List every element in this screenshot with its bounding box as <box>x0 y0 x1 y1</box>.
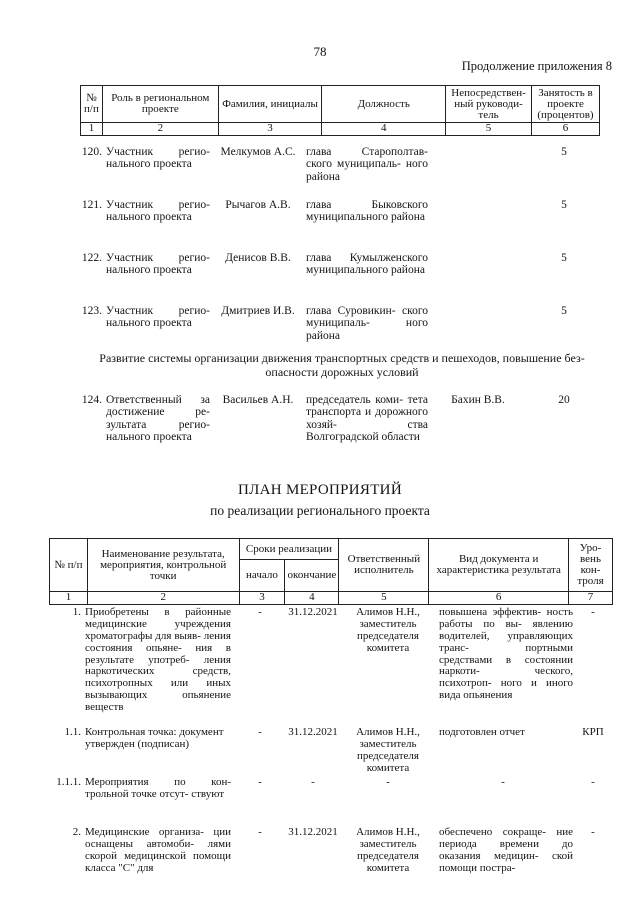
row-start: - <box>258 826 262 838</box>
row-number: 120. <box>81 146 102 158</box>
table-row <box>74 250 600 303</box>
col-header-name: Фамилия, инициалы <box>218 86 322 123</box>
row-position: глава Суровикин- ского муниципаль- ного района <box>306 305 428 342</box>
col-number: 5 <box>339 592 429 605</box>
row-role: Участник регио- нального проекта <box>106 252 210 277</box>
row-doc: подготовлен отчет <box>439 726 525 738</box>
col-header-role: Роль в региональном проекте <box>102 86 218 123</box>
row-manager <box>428 144 528 197</box>
row-load: 5 <box>561 146 567 158</box>
row-end: - <box>311 776 315 788</box>
col-number: 4 <box>322 123 446 136</box>
col-header-start: начало <box>239 560 285 592</box>
col-number: 6 <box>532 123 600 136</box>
col-number: 6 <box>429 592 569 605</box>
row-manager <box>428 250 528 303</box>
col-header-end: окончание <box>285 560 339 592</box>
row-level: КРП <box>582 726 604 738</box>
table-row <box>49 725 613 775</box>
row-start: - <box>258 776 262 788</box>
row-name: Медицинские организа- ции оснащены автомоби- лями скорой медицинской помощи класса "С" для <box>85 826 231 874</box>
row-number: 122. <box>81 252 102 264</box>
row-position: председатель коми- тета транспорта и дорожного хозяй- ства Волгоградской области <box>306 394 428 444</box>
col-number: 5 <box>446 123 532 136</box>
row-level: - <box>591 606 595 618</box>
row-name: Мелкумов А.С. <box>220 146 296 158</box>
plan-table-header <box>49 538 613 605</box>
row-load: 5 <box>561 252 567 264</box>
row-number: 1.1.1. <box>56 776 81 788</box>
row-name: Денисов В.В. <box>225 252 291 264</box>
col-number: 7 <box>569 592 613 605</box>
col-header-terms: Сроки реализации <box>239 539 339 560</box>
col-header-manager: Непосредствен- ный руководи- тель <box>446 86 532 123</box>
row-role: Участник регио- нального проекта <box>106 146 210 171</box>
page-number: 78 <box>313 44 327 59</box>
table-row <box>74 197 600 250</box>
col-number: 3 <box>218 123 322 136</box>
row-number: 124. <box>81 394 102 406</box>
row-end: 31.12.2021 <box>288 606 338 618</box>
table-row <box>74 392 600 458</box>
col-header-load: Занятость в проекте (процентов) <box>532 86 600 123</box>
row-role: Участник регио- нального проекта <box>106 199 210 224</box>
col-header-doc: Вид документа и характеристика результата <box>429 539 569 592</box>
table-row <box>74 144 600 197</box>
row-name: Рычагов А.В. <box>225 199 291 211</box>
section-title: Развитие системы организации движения транспортных средств и пешеходов, повышение без- опасности дорожных условий <box>99 351 585 380</box>
col-header-level: Уро- вень кон- троля <box>569 539 613 592</box>
row-load: 5 <box>561 199 567 211</box>
row-role: Ответственный за достижение ре- зультата регио- нального проекта <box>106 394 210 444</box>
row-name: Приобретены в районные медицинские учреждения хроматографы для выяв- ления состояния опьяне- ния в результате употреб- ления наркотических средств, психотропных или иных вызывающих опьянение веществ <box>85 606 231 713</box>
row-end: 31.12.2021 <box>288 726 338 738</box>
row-doc: обеспечено сокраще- ние периода времени до оказания медицин- ской помощи постра- <box>439 826 573 874</box>
col-header-name: Наименование результата, мероприятия, контрольной точки <box>87 539 239 592</box>
row-executor: Алимов Н.Н., заместитель председателя комитета <box>356 826 420 874</box>
row-name: Мероприятия по кон- трольной точке отсут- ствуют <box>85 776 231 800</box>
row-doc: - <box>501 776 505 788</box>
row-start: - <box>258 606 262 618</box>
row-number: 1. <box>72 606 81 618</box>
row-position: глава Быковского муниципального района <box>306 199 428 224</box>
row-name: Контрольная точка: документ утвержден (подписан) <box>85 726 224 750</box>
col-number: 2 <box>87 592 239 605</box>
row-number: 2. <box>72 826 81 838</box>
row-name: Васильев А.Н. <box>222 394 294 406</box>
row-level: - <box>591 776 595 788</box>
row-manager: Бахин В.В. <box>451 394 505 406</box>
row-position: глава Старополтав- ского муниципаль- ного района <box>306 146 428 183</box>
row-load: 5 <box>561 305 567 317</box>
col-header-num: № п/п <box>50 539 88 592</box>
table-row <box>49 825 613 877</box>
team-table-body <box>74 144 600 353</box>
table-row <box>49 775 613 825</box>
row-doc: повышена эффектив- ность работы по вы- явлению водителей, управляющих транс- портными средствами в состоянии наркоти- ческого, психотроп- ного и иного вида опьянения <box>439 606 573 702</box>
row-position: глава Кумылженского муниципального района <box>306 252 428 277</box>
table-row <box>49 605 613 725</box>
col-header-num: № п/п <box>81 86 103 123</box>
col-number: 4 <box>285 592 339 605</box>
col-number: 3 <box>239 592 285 605</box>
col-number: 2 <box>102 123 218 136</box>
row-manager <box>428 303 528 353</box>
plan-subtitle: по реализации регионального проекта <box>210 503 430 518</box>
team-table-header <box>80 85 600 136</box>
col-header-executor: Ответственный исполнитель <box>339 539 429 592</box>
col-number: 1 <box>81 123 103 136</box>
plan-title: ПЛАН МЕРОПРИЯТИЙ <box>238 482 402 498</box>
row-number: 121. <box>81 199 102 211</box>
row-executor: Алимов Н.Н., заместитель председателя комитета <box>356 606 420 654</box>
row-role: Участник регио- нального проекта <box>106 305 210 330</box>
col-number: 1 <box>50 592 88 605</box>
row-load: 20 <box>558 394 570 406</box>
row-end: 31.12.2021 <box>288 826 338 838</box>
continuation-note: Продолжение приложения 8 <box>461 59 612 73</box>
row-manager <box>428 197 528 250</box>
row-start: - <box>258 726 262 738</box>
table-row <box>74 303 600 353</box>
row-number: 1.1. <box>64 726 81 738</box>
col-header-position: Должность <box>322 86 446 123</box>
plan-table-body <box>49 605 613 877</box>
row-executor: - <box>386 776 390 788</box>
row-number: 123. <box>81 305 102 317</box>
row-name: Дмитриев И.В. <box>221 305 295 317</box>
row-executor: Алимов Н.Н., заместитель председателя комитета <box>356 726 420 774</box>
row-level: - <box>591 826 595 838</box>
team-table-row-124 <box>74 392 600 458</box>
